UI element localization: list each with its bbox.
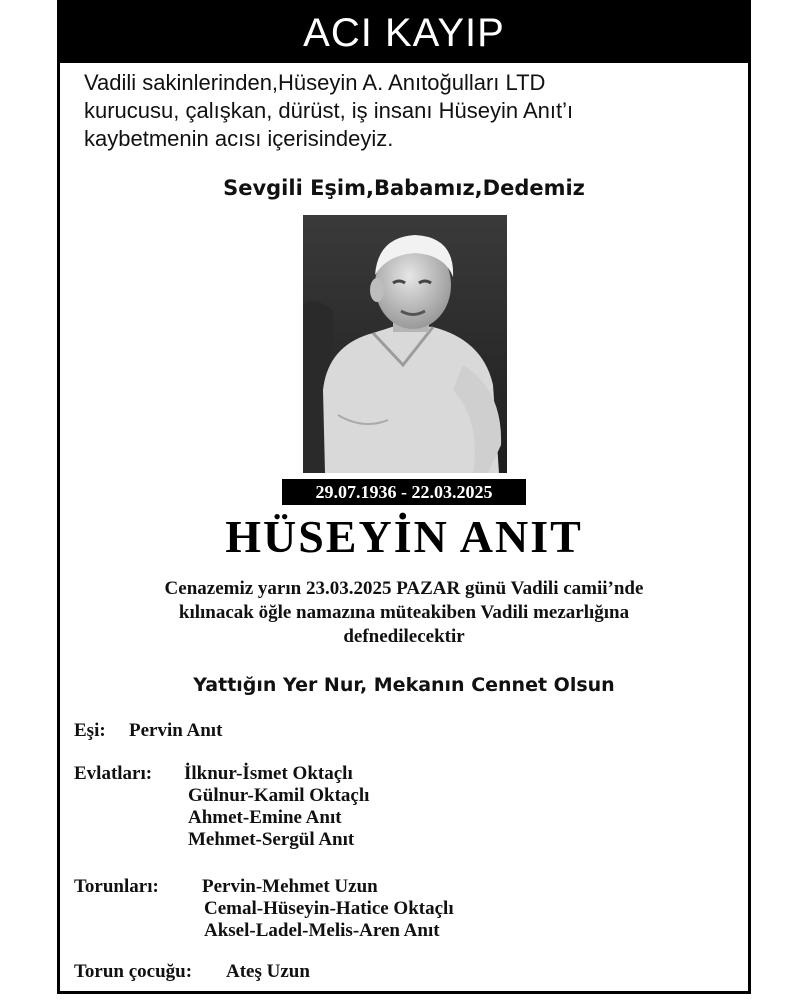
portrait-photo [303,215,507,473]
funeral-info [70,577,738,649]
intro-line: Vadili sakinlerinden,Hüseyin A. Anıtoğulları LTD [84,70,546,95]
prayer-text: Yattığın Yer Nur, Mekanın Cennet Olsun [193,674,615,696]
spouse-section [74,720,724,742]
intro-line: kurucusu, çalışkan, dürüst, iş insanı Hüseyin Anıt’ı [84,98,574,123]
great-grandchild-name: Ateş Uzun [226,961,310,982]
great-grandchild-label: Torun çocuğu: [74,961,193,982]
child-name: Mehmet-Sergül Anıt [188,829,355,850]
portrait-photo-icon [303,215,507,473]
spouse-name: Pervin Anıt [129,720,223,741]
grandchild-name: Aksel-Ladel-Melis-Aren Anıt [204,920,440,941]
children-section [74,763,724,851]
intro-text [84,69,724,153]
header-title: ACI KAYIP [60,3,748,63]
funeral-line: Cenazemiz yarın 23.03.2025 PAZAR günü Vadili camii’nde [164,578,644,599]
loved-ones-heading: Sevgili Eşim,Babamız,Dedemiz [223,176,585,200]
child-name: Gülnur-Kamil Oktaçlı [188,785,370,806]
funeral-line: defnedilecektir [343,626,465,647]
children-label: Evlatları: [74,763,153,784]
funeral-line: kılınacak öğle namazına müteakiben Vadili mezarlığına [178,602,630,623]
spouse-label: Eşi: [74,720,106,741]
life-dates: 29.07.1936 - 22.03.2025 [282,479,526,505]
grandchildren-section [74,876,724,942]
grandchild-name: Cemal-Hüseyin-Hatice Oktaçlı [204,898,454,919]
intro-line: kaybetmenin acısı içerisindeyiz. [84,126,394,151]
great-grandchild-section [74,961,724,983]
obituary-notice [57,0,751,994]
child-name: Ahmet-Emine Anıt [188,807,342,828]
grandchild-name: Pervin-Mehmet Uzun [202,876,378,897]
grandchildren-label: Torunları: [74,876,159,897]
deceased-name: HÜSEYİN ANIT [225,511,583,562]
child-name: İlknur-İsmet Oktaçlı [184,763,353,784]
